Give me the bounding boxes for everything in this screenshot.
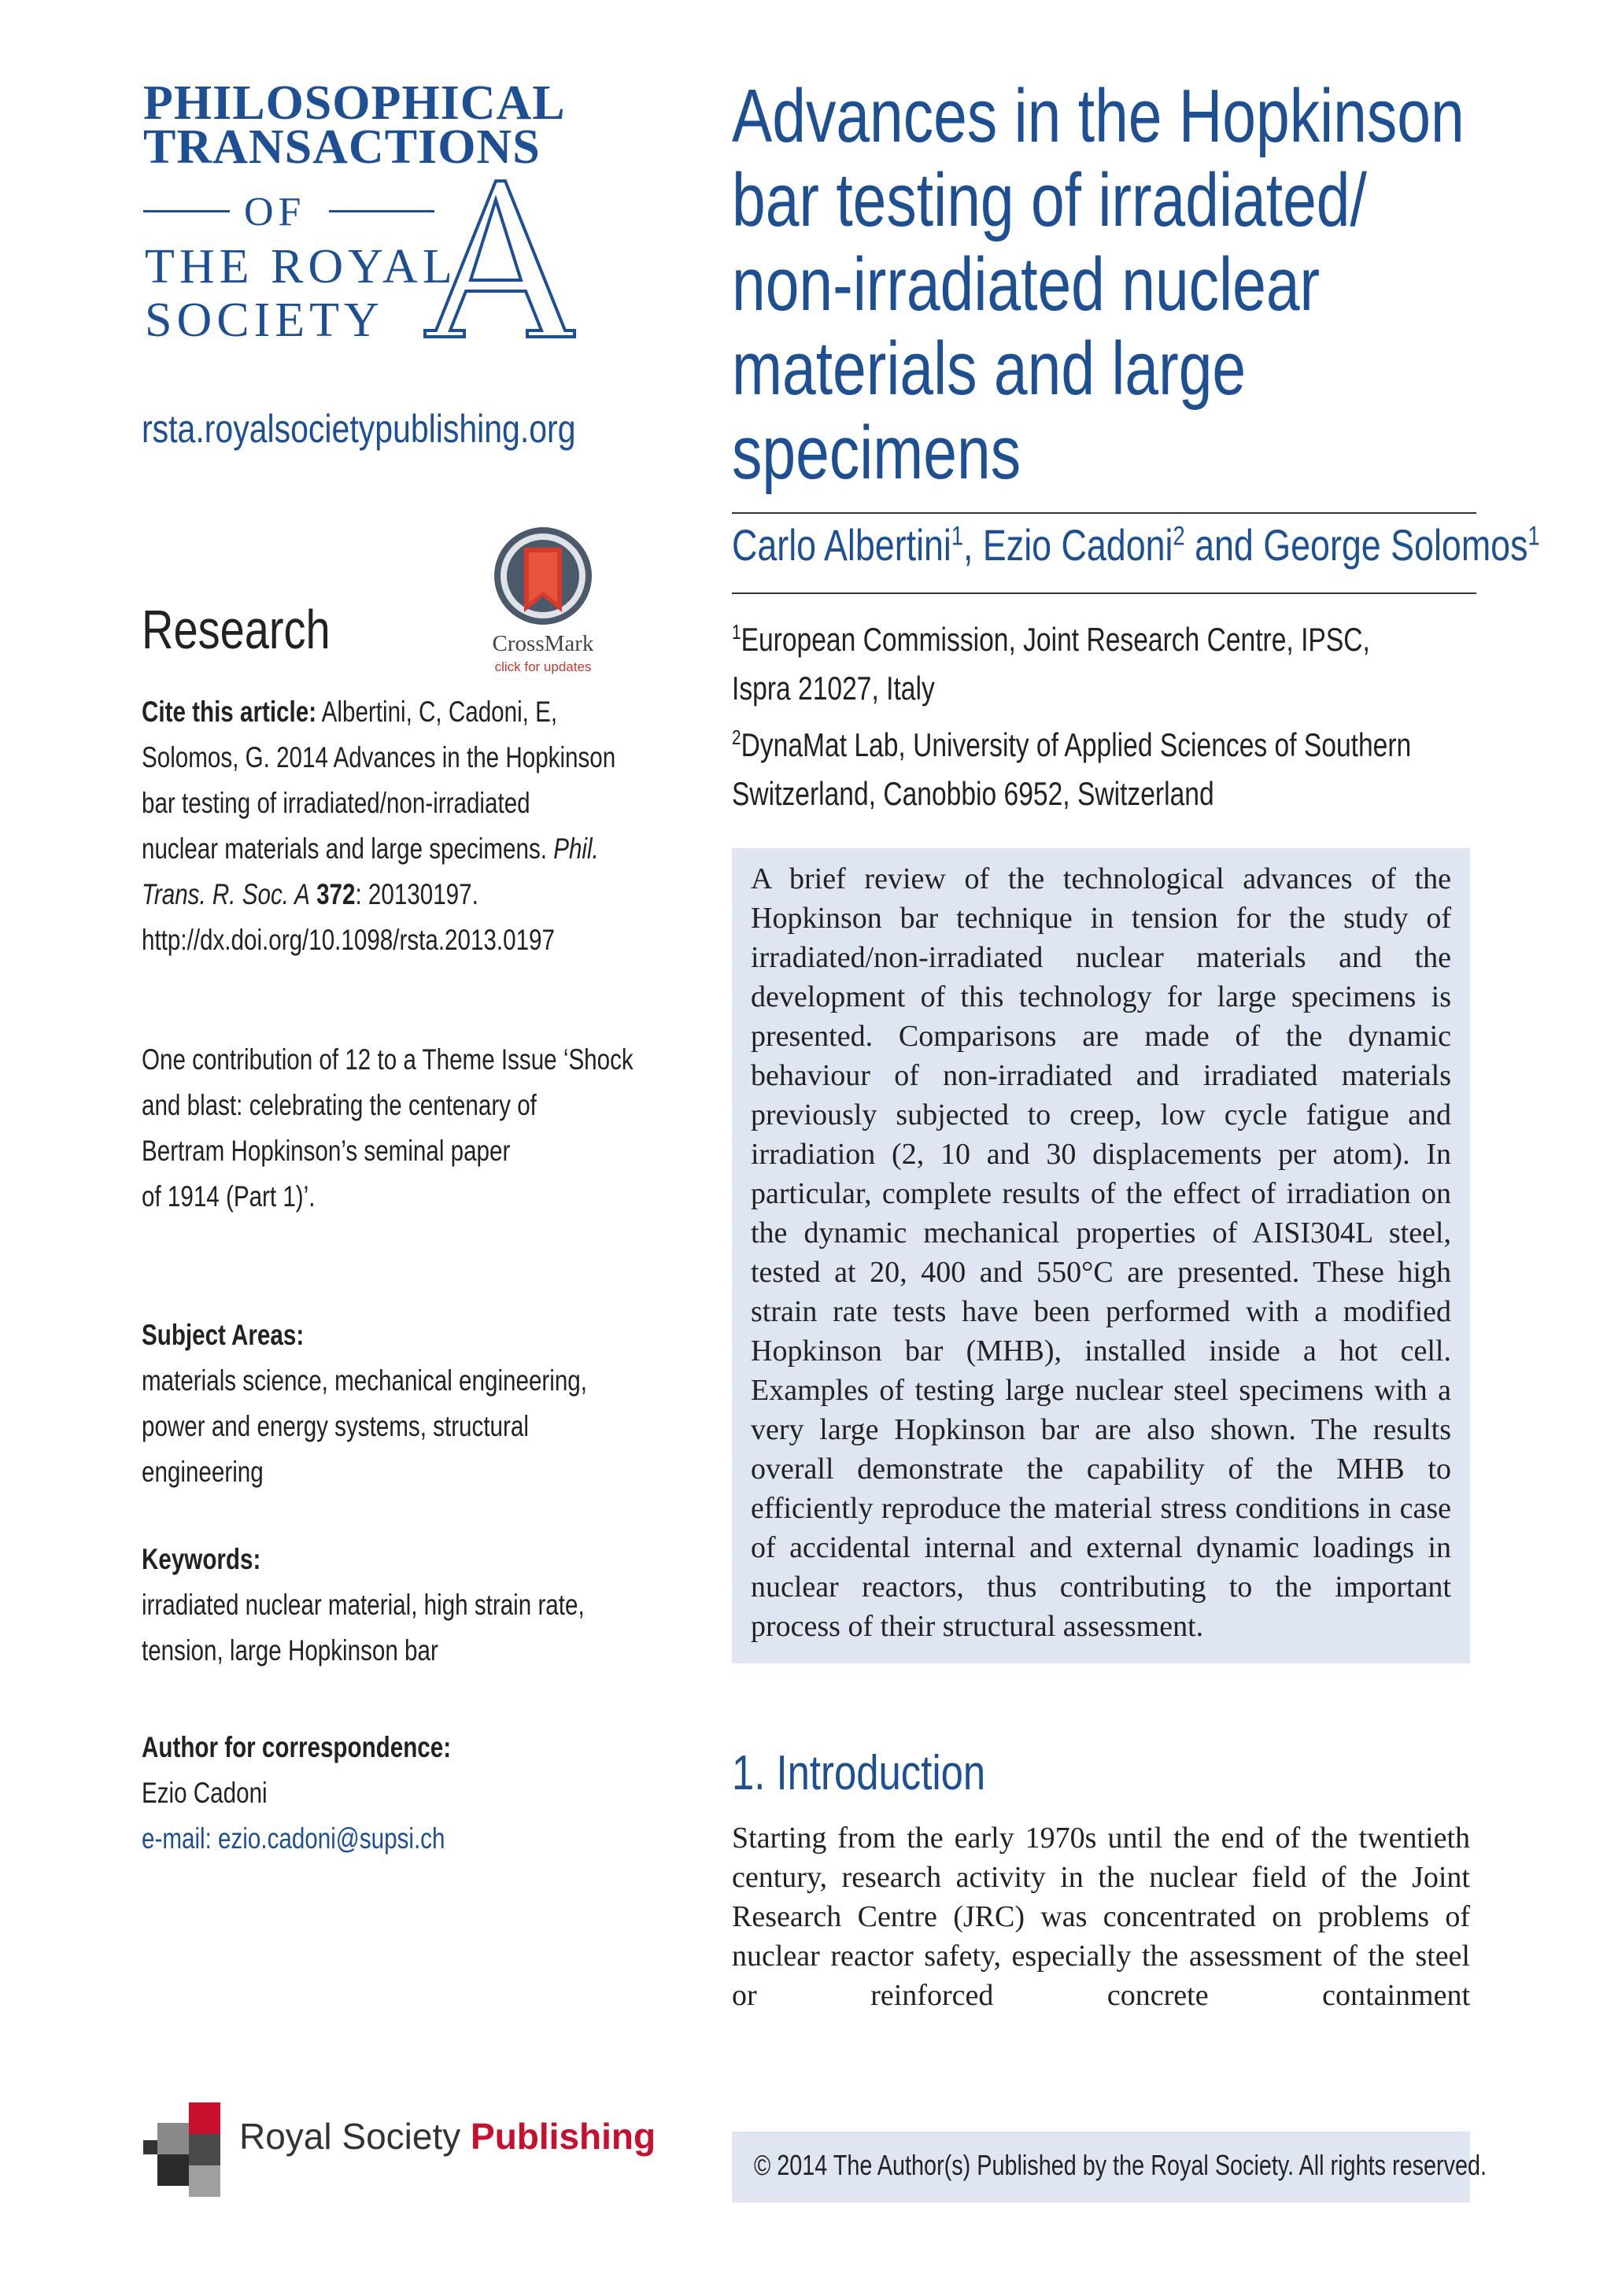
abstract-text: A brief review of the technological advances of the Hopkinson bar technique in tension for the study of irradiated/non-irradiated nuclear materials and the development of this technology for large specimens is presented. Comparisons are made of the dynamic behaviour of non-irradiated and irradiated materials previously subjected to creep, low cycle fatigue and irradiation (2, 10 and 30 displacements per atom). In particular, complete results of the effect of irradiation on the dynamic mechanical properties of AISI304L steel, tested at 20, 400 and 550°C are presented. These high strain rate tests have been performed with a modified Hopkinson bar (MHB), installed inside a hot cell. Examples of testing large nuclear steel specimens with a very large Hopkinson bar are also shown. The results overall demonstrate the capability of the MHB to efficiently reproduce the material stress conditions in case of accidental internal and external dynamic loadings in nuclear reactors, thus contributing to the important process of their structural assessment. bbox=[751, 862, 1451, 1643]
cite-journal-2: Trans. R. Soc. A bbox=[142, 878, 310, 910]
crossmark-label: CrossMark bbox=[492, 631, 594, 656]
journal-logo bbox=[143, 76, 584, 347]
publisher-cubes-icon bbox=[143, 2093, 235, 2203]
subject-areas-line-1[interactable]: materials science, mechanical engineering, bbox=[142, 1364, 587, 1397]
title-line: bar testing of irradiated/ bbox=[732, 158, 1367, 242]
subject-areas-heading: Subject Areas: bbox=[142, 1319, 305, 1351]
subject-areas-line-3[interactable]: engineering bbox=[142, 1456, 264, 1488]
journal-url[interactable]: rsta.royalsocietypublishing.org bbox=[142, 407, 576, 451]
affiliation-2-text: DynaMat Lab, University of Applied Sciences of Southern bbox=[741, 726, 1412, 763]
cite-journal-1: Phil. bbox=[553, 832, 599, 865]
cite-line-2: Solomos, G. 2014 Advances in the Hopkinson bbox=[142, 741, 616, 773]
crossmark-icon bbox=[489, 526, 597, 628]
affiliations bbox=[732, 607, 1411, 818]
email-label: e-mail: bbox=[142, 1822, 219, 1855]
cite-line-1 bbox=[142, 689, 615, 735]
affiliation-mark: 1 bbox=[951, 521, 964, 552]
affiliation-mark: 1 bbox=[1527, 521, 1540, 552]
journal-name-line1: PHILOSOPHICAL bbox=[143, 76, 566, 130]
article-type-label: Research bbox=[142, 599, 331, 660]
subject-areas-line-2[interactable]: power and energy systems, structural bbox=[142, 1410, 529, 1442]
title-line: Advances in the Hopkinson bbox=[732, 74, 1465, 158]
correspondence-heading: Author for correspondence: bbox=[142, 1731, 452, 1763]
author-name[interactable]: George Solomos bbox=[1263, 520, 1528, 570]
theme-line-2: and blast: celebrating the centenary of bbox=[142, 1089, 537, 1121]
publisher-name-regular: Royal Society bbox=[239, 2116, 461, 2157]
keywords bbox=[142, 1537, 585, 1674]
cite-text-4: nuclear materials and large specimens. bbox=[142, 832, 547, 865]
author-separator: , bbox=[963, 520, 983, 570]
affiliation-1-mark: 1 bbox=[732, 620, 741, 644]
affiliation-2-line-2: Switzerland, Canobbio 6952, Switzerland bbox=[732, 775, 1214, 812]
journal-name-royal: THE ROYAL bbox=[145, 240, 457, 293]
crossmark-badge[interactable] bbox=[480, 526, 606, 683]
cite-line-3: bar testing of irradiated/non-irradiated bbox=[142, 787, 530, 819]
keywords-line-2: tension, large Hopkinson bar bbox=[142, 1634, 438, 1667]
cite-line-4 bbox=[142, 826, 615, 872]
cite-line-5 bbox=[142, 872, 615, 917]
logo-rule-left bbox=[143, 210, 230, 212]
correspondence-name: Ezio Cadoni bbox=[142, 1777, 268, 1809]
theme-line-3: Bertram Hopkinson’s seminal paper bbox=[142, 1135, 511, 1167]
author-list bbox=[732, 519, 1540, 570]
publisher-name-bold: Publishing bbox=[471, 2116, 656, 2157]
abstract-panel bbox=[732, 848, 1470, 1663]
cite-this-article bbox=[142, 689, 615, 963]
correspondence-email-line bbox=[142, 1816, 451, 1862]
theme-issue-note bbox=[142, 1037, 634, 1220]
cite-heading: Cite this article: bbox=[142, 696, 317, 728]
affiliation-mark: 2 bbox=[1173, 521, 1185, 552]
journal-name-of: OF bbox=[244, 190, 306, 234]
author-separator: and bbox=[1184, 520, 1264, 570]
subject-areas bbox=[142, 1312, 587, 1495]
journal-name-society: SOCIETY bbox=[145, 293, 384, 347]
theme-line-4: of 1914 (Part 1)’. bbox=[142, 1180, 316, 1213]
cite-volume: 372 bbox=[316, 878, 356, 910]
author-for-correspondence bbox=[142, 1725, 451, 1862]
affiliation-1-line-1 bbox=[732, 607, 1411, 664]
title-divider-bottom bbox=[732, 592, 1476, 594]
keywords-heading: Keywords: bbox=[142, 1543, 261, 1575]
keywords-line-1: irradiated nuclear material, high strain rate, bbox=[142, 1589, 585, 1621]
cite-doi-link[interactable]: http://dx.doi.org/10.1098/rsta.2013.0197 bbox=[142, 924, 555, 956]
title-line: specimens bbox=[732, 411, 1021, 495]
introduction-paragraph: Starting from the early 1970s until the end of the twentieth century, research activity in the nuclear field of the Joint Research Centre (JRC) was concentrated on problems of nuclear reactor safety, especially the assessment of the steel or reinforced concrete containment bbox=[732, 1822, 1470, 2012]
cite-text-1: Albertini, C, Cadoni, E, bbox=[321, 696, 558, 728]
copyright-bar bbox=[732, 2132, 1487, 2202]
paper-title bbox=[732, 74, 1465, 495]
title-line: materials and large bbox=[732, 327, 1247, 411]
cite-article-number: : 20130197. bbox=[355, 878, 478, 910]
title-divider-top bbox=[732, 512, 1476, 514]
royal-society-publishing-logo[interactable] bbox=[143, 2093, 663, 2203]
publisher-name bbox=[239, 2115, 656, 2158]
series-letter-a-icon bbox=[411, 176, 576, 341]
affiliation-1-text: European Commission, Joint Research Centre, IPSC, bbox=[741, 621, 1370, 658]
author-name[interactable]: Ezio Cadoni bbox=[982, 520, 1173, 570]
title-line: non-irradiated nuclear bbox=[732, 242, 1321, 327]
affiliation-2-mark: 2 bbox=[732, 725, 741, 749]
theme-line-1: One contribution of 12 to a Theme Issue ‘Shock bbox=[142, 1043, 634, 1076]
copyright-text: © 2014 The Author(s) Published by the Royal Society. All rights reserved. bbox=[754, 2149, 1487, 2181]
section-heading-introduction: 1. Introduction bbox=[732, 1746, 986, 1800]
journal-name-line2: TRANSACTIONS bbox=[143, 120, 541, 174]
crossmark-sublabel[interactable]: click for updates bbox=[494, 659, 592, 674]
correspondence-email-link[interactable]: ezio.cadoni@supsi.ch bbox=[218, 1822, 445, 1855]
affiliation-2-line-1 bbox=[732, 713, 1411, 770]
affiliation-1-line-2: Ispra 21027, Italy bbox=[732, 670, 935, 707]
author-name[interactable]: Carlo Albertini bbox=[732, 520, 951, 570]
